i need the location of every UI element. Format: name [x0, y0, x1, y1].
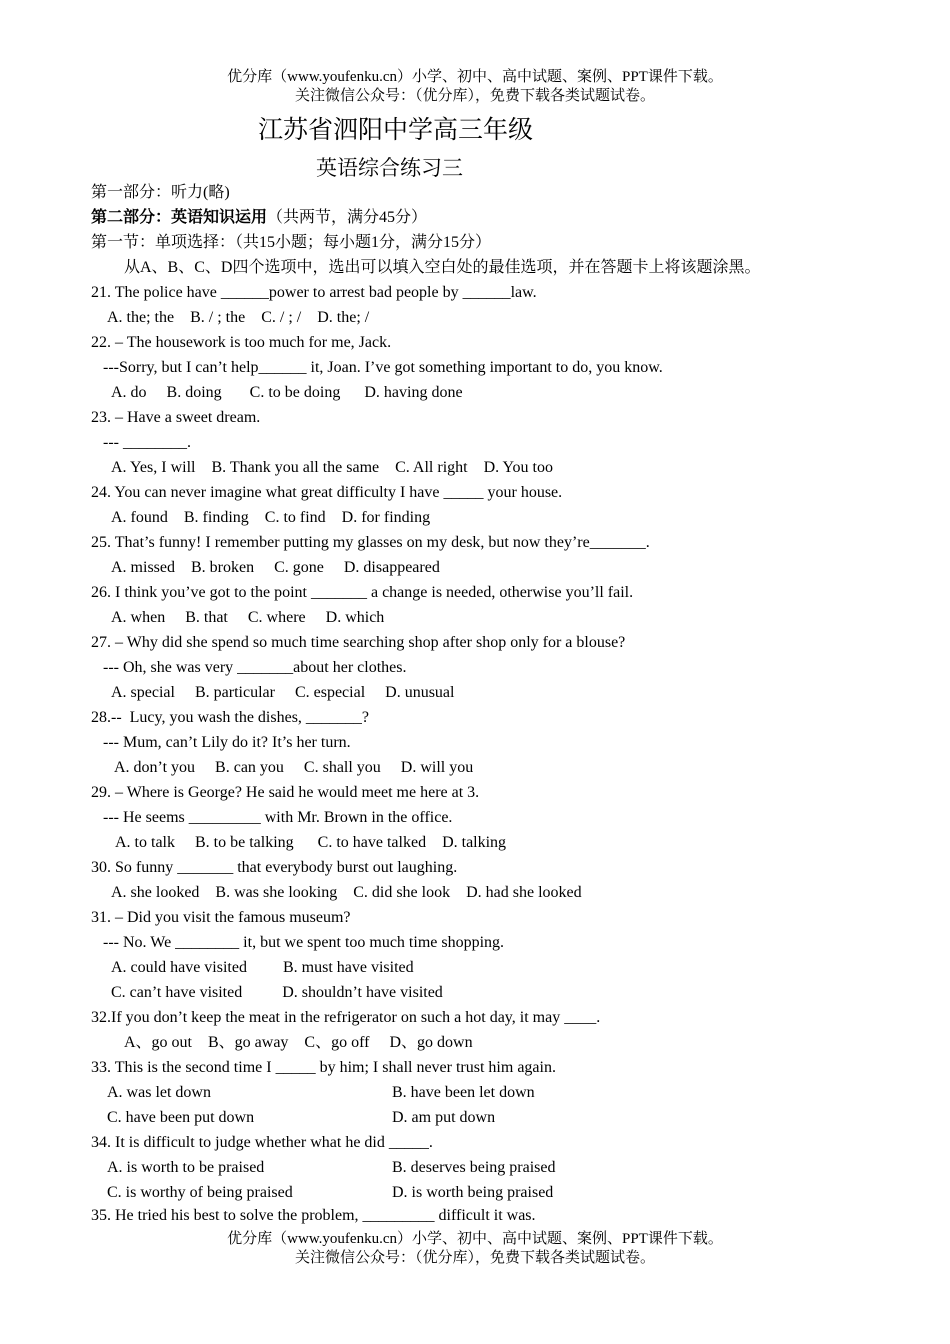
options-31-row-1: A. could have visited B. must have visited — [111, 959, 414, 976]
options-29: A. to talk B. to be talking C. to have talked D. talking — [115, 834, 507, 851]
header-line-2: 关注微信公众号：（优分库），免费下载各类试题试卷。 — [294, 88, 655, 104]
header-line-1: 优分库（www.youfenku.cn）小学、初中、高中试题、案例、PPT课件下载。 — [227, 69, 723, 85]
question-33: 33. This is the second time I _____ by him; I shall never trust him again. — [91, 1059, 556, 1076]
part-1-heading: 第一部分：听力(略) — [91, 184, 230, 201]
question-23: 23. – Have a sweet dream. — [91, 409, 261, 426]
options-23: A. Yes, I will B. Thank you all the same C. All right D. You too — [111, 459, 553, 476]
footer-line-1: 优分库（www.youfenku.cn）小学、初中、高中试题、案例、PPT课件下载。 — [227, 1231, 723, 1247]
question-29: 29. – Where is George? He said he would meet me here at 3. — [91, 784, 480, 801]
question-23-response: --- ________. — [103, 434, 191, 451]
part-2-heading — [91, 208, 427, 228]
options-27: A. special B. particular C. especial D. unusual — [111, 684, 455, 701]
options-31-row-2: C. can’t have visited D. shouldn’t have visited — [111, 984, 443, 1001]
question-29-response: --- He seems _________ with Mr. Brown in the office. — [103, 809, 453, 826]
option-33-c: C. have been put down — [107, 1109, 255, 1126]
section-1-heading: 第一节：单项选择：（共15小题；每小题1分，满分15分） — [91, 234, 492, 251]
option-33-a: A. was let down — [107, 1084, 211, 1101]
question-26: 26. I think you’ve got to the point _______ a change is needed, otherwise you’ll fail. — [91, 584, 634, 601]
option-33-d: D. am put down — [392, 1109, 496, 1126]
question-24: 24. You can never imagine what great difficulty I have _____ your house. — [91, 484, 563, 501]
option-34-d: D. is worth being praised — [392, 1184, 554, 1201]
options-28: A. don’t you B. can you C. shall you D. will you — [114, 759, 474, 776]
question-27: 27. – Why did she spend so much time searching shop after shop only for a blouse? — [91, 634, 626, 651]
question-22: 22. – The housework is too much for me, Jack. — [91, 334, 392, 351]
question-31-response: --- No. We ________ it, but we spent too much time shopping. — [103, 934, 505, 951]
question-35: 35. He tried his best to solve the problem, _________ difficult it was. — [91, 1207, 536, 1224]
instruction-text: 从A、B、C、D四个选项中，选出可以填入空白处的最佳选项，并在答题卡上将该题涂黑。 — [124, 259, 761, 276]
option-34-b: B. deserves being praised — [392, 1159, 556, 1176]
question-21: 21. The police have ______power to arrest bad people by ______law. — [91, 284, 537, 301]
question-27-response: --- Oh, she was very _______about her clothes. — [103, 659, 407, 676]
option-34-a: A. is worth to be praised — [107, 1159, 265, 1176]
options-30: A. she looked B. was she looking C. did she look D. had she looked — [111, 884, 582, 901]
part-2-title: 第二部分：英语知识运用 — [91, 209, 268, 226]
page-title: 江苏省泗阳中学高三年级 — [258, 117, 534, 144]
page-subtitle: 英语综合练习三 — [316, 156, 463, 180]
question-28-response: --- Mum, can’t Lily do it? It’s her turn. — [103, 734, 351, 751]
footer-line-2: 关注微信公众号：（优分库），免费下载各类试题试卷。 — [294, 1250, 655, 1266]
question-25: 25. That’s funny! I remember putting my glasses on my desk, but now they’re_______. — [91, 534, 650, 551]
options-25: A. missed B. broken C. gone D. disappeared — [111, 559, 440, 576]
options-32: A、go out B、go away C、go off D、go down — [124, 1034, 473, 1051]
options-26: A. when B. that C. where D. which — [111, 609, 385, 626]
question-22-response: ---Sorry, but I can’t help______ it, Joan. I’ve got something important to do, you know. — [103, 359, 663, 376]
option-33-b: B. have been let down — [392, 1084, 535, 1101]
question-30: 30. So funny _______ that everybody burst out laughing. — [91, 859, 458, 876]
question-28: 28.-- Lucy, you wash the dishes, _______? — [91, 709, 370, 726]
question-32: 32.If you don’t keep the meat in the refrigerator on such a hot day, it may ____. — [91, 1009, 601, 1026]
options-21: A. the; the B. / ; the C. / ; / D. the; / — [107, 309, 370, 326]
options-22: A. do B. doing C. to be doing D. having done — [111, 384, 463, 401]
question-34: 34. It is difficult to judge whether what he did _____. — [91, 1134, 433, 1151]
options-24: A. found B. finding C. to find D. for finding — [111, 509, 431, 526]
question-31: 31. – Did you visit the famous museum? — [91, 909, 351, 926]
option-34-c: C. is worthy of being praised — [107, 1184, 293, 1201]
part-2-score: （共两节，满分45分） — [267, 209, 428, 226]
